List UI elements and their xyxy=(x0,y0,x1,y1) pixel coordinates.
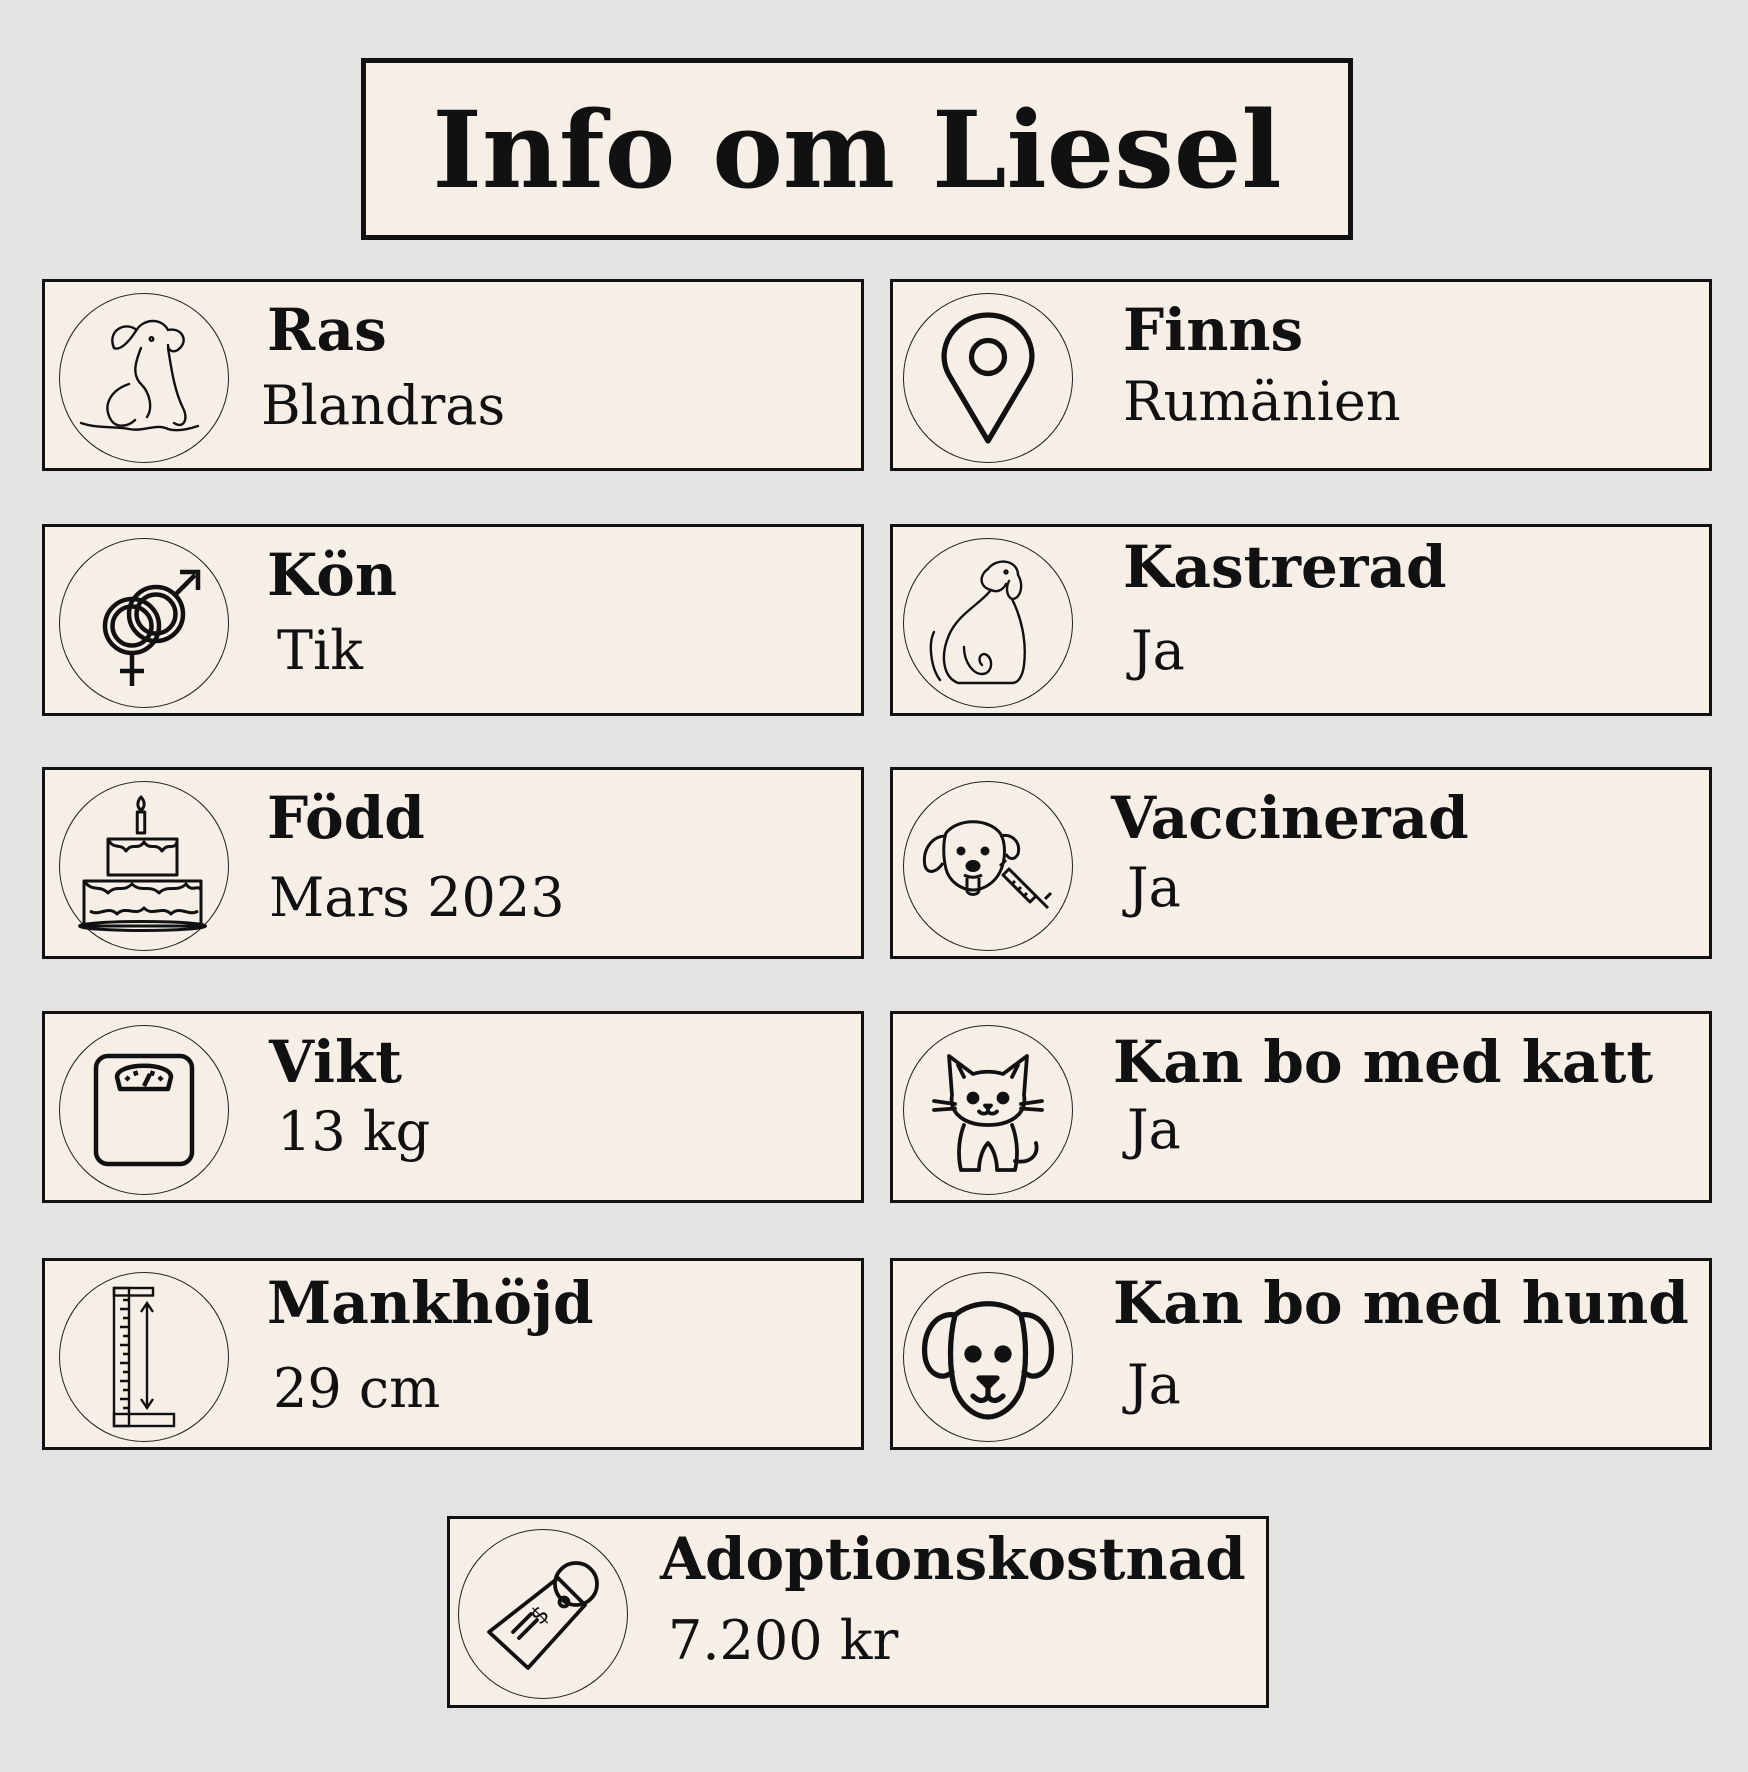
card-finns xyxy=(890,279,1712,471)
location-pin-icon xyxy=(903,293,1073,463)
card-value: Ja xyxy=(1127,1353,1181,1416)
card-value: Blandras xyxy=(261,374,506,437)
card-label: Kastrerad xyxy=(1123,533,1447,601)
card-label: Född xyxy=(267,784,425,852)
card-katt xyxy=(890,1011,1712,1203)
card-value: Tik xyxy=(277,619,364,682)
card-label: Vaccinerad xyxy=(1111,784,1469,852)
dog-face-icon xyxy=(903,1272,1073,1442)
card-adoptionskostnad xyxy=(447,1516,1269,1708)
card-value: 13 kg xyxy=(277,1100,431,1163)
dog-line-icon xyxy=(59,293,229,463)
card-label: Adoptionskostnad xyxy=(660,1525,1246,1593)
height-ruler-icon xyxy=(59,1272,229,1442)
card-label: Mankhöjd xyxy=(267,1269,594,1337)
card-vikt xyxy=(42,1011,864,1203)
gender-icon xyxy=(59,538,229,708)
sitting-dog-icon xyxy=(903,538,1073,708)
card-label: Vikt xyxy=(269,1028,402,1096)
price-tag-icon xyxy=(458,1529,628,1699)
card-value: Ja xyxy=(1127,856,1181,919)
card-label: Ras xyxy=(267,296,387,364)
card-value: 7.200 kr xyxy=(668,1609,899,1672)
svg-text:$: $ xyxy=(524,1599,556,1631)
card-label: Finns xyxy=(1123,296,1304,364)
card-kastrerad xyxy=(890,524,1712,716)
card-label: Kan bo med katt xyxy=(1113,1028,1654,1096)
card-ras xyxy=(42,279,864,471)
card-value: Ja xyxy=(1127,1098,1181,1161)
card-hund xyxy=(890,1258,1712,1450)
birthday-cake-icon xyxy=(59,781,229,951)
card-value: Ja xyxy=(1131,619,1185,682)
card-fodd xyxy=(42,767,864,959)
card-vaccinerad xyxy=(890,767,1712,959)
card-label: Kan bo med hund xyxy=(1113,1269,1689,1337)
card-value: Rumänien xyxy=(1123,370,1401,433)
card-mankhojd xyxy=(42,1258,864,1450)
card-value: 29 cm xyxy=(273,1357,441,1420)
card-label: Kön xyxy=(267,541,397,609)
card-value: Mars 2023 xyxy=(269,866,565,929)
cat-icon xyxy=(903,1025,1073,1195)
page-title: Info om Liesel xyxy=(432,86,1282,212)
title-box xyxy=(361,58,1353,240)
card-kon xyxy=(42,524,864,716)
dog-syringe-icon xyxy=(903,781,1073,951)
scale-icon xyxy=(59,1025,229,1195)
